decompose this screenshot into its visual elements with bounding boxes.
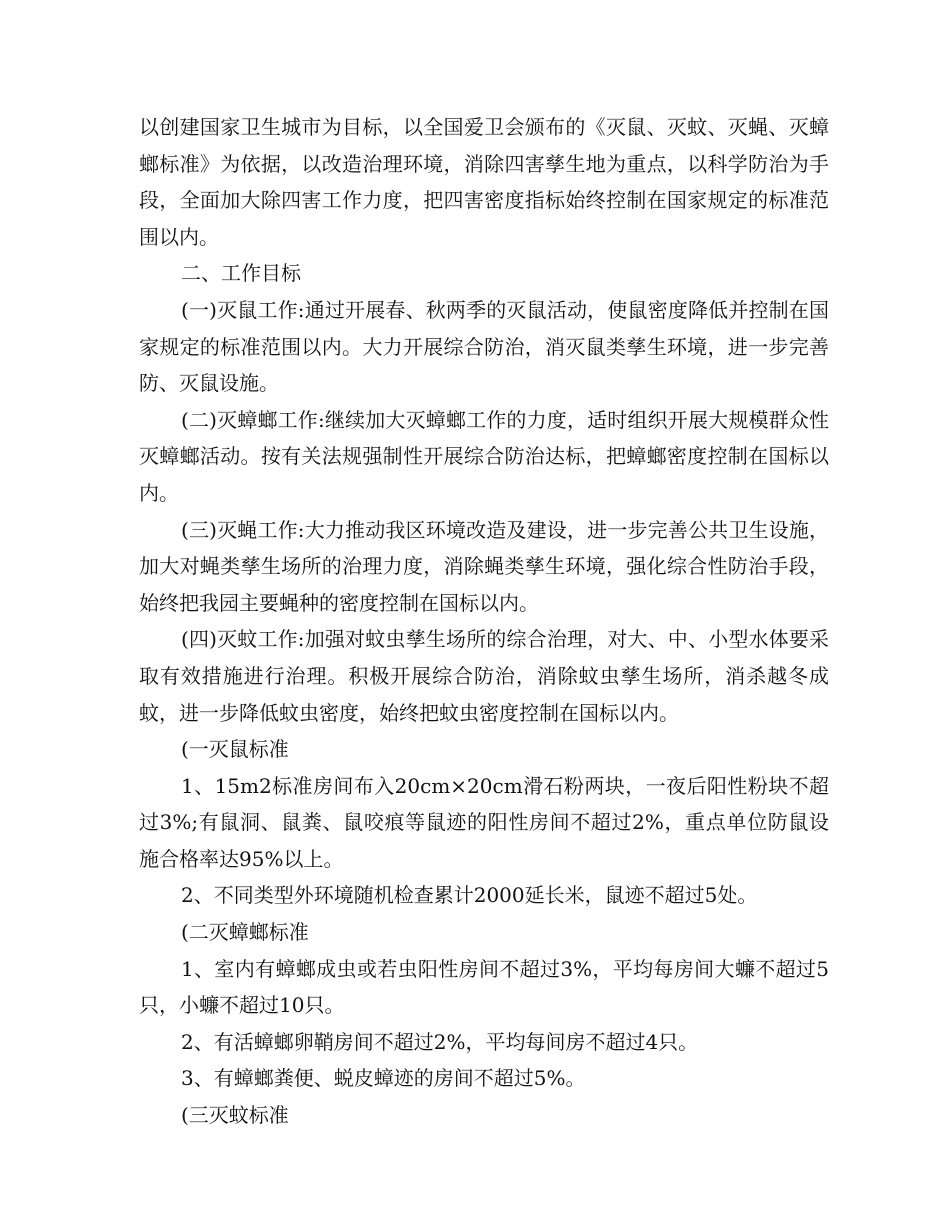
paragraph-rodent-standard-1: 1、15m2标准房间布入20cm×20cm滑石粉两块，一夜后阳性粉块不超过3%;有鼠洞、鼠粪、鼠咬痕等鼠迹的阳性房间不超过2%，重点单位防鼠设施合格率达95%以上。 [139, 773, 829, 871]
paragraph-mosquito-work: (四)灭蚊工作:加强对蚊虫孳生场所的综合治理，对大、中、小型水体要采取有效措施进行治理。积极开展综合防治，消除蚊虫孳生场所，消杀越冬成蚊，进一步降低蚊虫密度，始终把蚊虫密度控制在国标以内。 [139, 627, 829, 725]
paragraph-cockroach-standard-1: 1、室内有蟑螂成虫或若虫阳性房间不超过3%，平均每房间大蠊不超过5只，小蠊不超过10只。 [139, 956, 829, 1018]
paragraph-rodent-standard-2: 2、不同类型外环境随机检查累计2000延长米，鼠迹不超过5处。 [181, 883, 758, 908]
document-body [139, 109, 829, 1134]
heading-cockroach-standard: (二灭蟑螂标准 [181, 920, 309, 945]
paragraph-cockroach-standard-2: 2、有活蟑螂卵鞘房间不超过2%，平均每间房不超过4只。 [181, 1029, 699, 1054]
heading-work-goals: 二、工作目标 [181, 261, 301, 286]
paragraph-fly-work: (三)灭蝇工作:大力推动我区环境改造及建设，进一步完善公共卫生设施，加大对蝇类孳生场所的治理力度，消除蝇类孳生环境，强化综合性防治手段，始终把我园主要蝇种的密度控制在国标以内。 [139, 517, 829, 615]
heading-rodent-standard: (一灭鼠标准 [181, 737, 289, 762]
paragraph-cockroach-work: (二)灭蟑螂工作:继续加大灭蟑螂工作的力度，适时组织开展大规模群众性灭蟑螂活动。按有关法规强制性开展综合防治达标，把蟑螂密度控制在国标以内。 [139, 407, 829, 505]
heading-mosquito-standard: (三灭蚊标准 [181, 1103, 289, 1128]
paragraph-cockroach-standard-3: 3、有蟑螂粪便、蜕皮蟑迹的房间不超过5%。 [181, 1066, 586, 1091]
paragraph-intro: 以创建国家卫生城市为目标，以全国爱卫会颁布的《灭鼠、灭蚊、灭蝇、灭蟑螂标准》为依据，以改造治理环境，消除四害孳生地为重点，以科学防治为手段，全面加大除四害工作力度，把四害密度指标始终控制在国家规定的标准范围以内。 [139, 115, 829, 249]
paragraph-rodent-work: (一)灭鼠工作:通过开展春、秋两季的灭鼠活动，使鼠密度降低并控制在国家规定的标准范围以内。大力开展综合防治，消灭鼠类孳生环境，进一步完善防、灭鼠设施。 [139, 297, 829, 396]
